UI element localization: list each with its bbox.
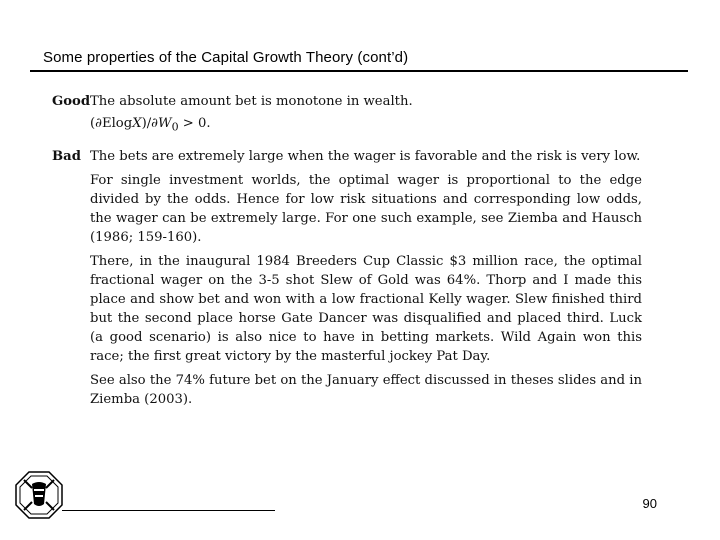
- bad-paragraph: For single investment worlds, the optimal wager is proportional to the edge divided by the odds. Hence for low risk situations and corresponding low odds, the wager can be extremely large. For one such example, see Ziemba and Hausch (1986; 159-160).: [90, 172, 642, 245]
- bad-paragraph: The bets are extremely large when the wager is favorable and the risk is very low.: [90, 148, 641, 164]
- institution-logo: [14, 470, 64, 520]
- formula-wealth: W: [158, 116, 172, 131]
- bad-paragraph: There, in the inaugural 1984 Breeders Cup Classic $3 million race, the optimal fractional wager on the 3-5 shot Slew of Gold was 64%. Thorp and I made this place and show bet and won with a low fractional Kelly wager. Slew finished third but the second place horse Gate Dancer was disqualified and placed third. Luck (a good scenario) is also nice to have in betting markets. Wild Again won this race; the first great victory by the masterful jockey Pat Day.: [90, 253, 642, 364]
- formula-variable: X: [132, 116, 142, 131]
- formula-mid: )/∂: [141, 116, 159, 131]
- good-statement: The absolute amount bet is monotone in wealth.: [90, 94, 413, 109]
- formula-log: log: [111, 116, 133, 131]
- formula-suffix: > 0.: [178, 116, 211, 131]
- title-underline: [30, 70, 688, 72]
- slide-title: Some properties of the Capital Growth Theory (cont’d): [43, 49, 409, 66]
- formula-subscript: 0: [171, 120, 179, 134]
- formula-prefix: (∂E: [90, 116, 112, 131]
- good-label: Good: [52, 94, 91, 109]
- monotone-formula: [90, 114, 642, 137]
- bad-paragraph: See also the 74% future bet on the January effect discussed in theses slides and in Ziemba (2003).: [90, 372, 642, 407]
- bad-body: [90, 147, 642, 414]
- slide-content: [52, 92, 642, 414]
- footer-rule: [62, 510, 275, 511]
- bad-label: Bad: [52, 148, 81, 164]
- page-number: 90: [642, 496, 657, 511]
- good-section: [52, 92, 642, 111]
- bad-section: [52, 147, 642, 414]
